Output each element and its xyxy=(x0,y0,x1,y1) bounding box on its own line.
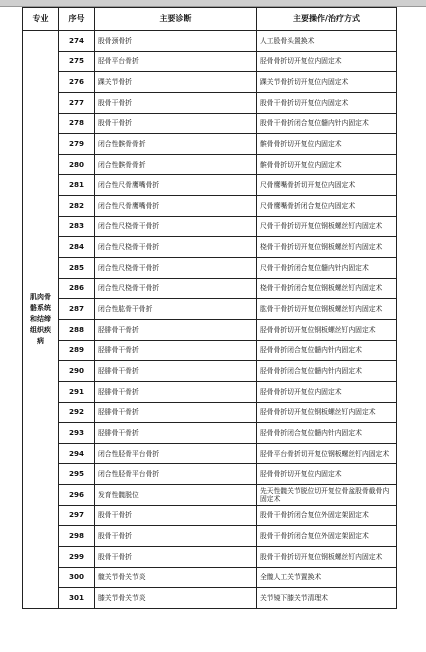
procedure-table xyxy=(22,7,397,609)
operation-cell: 全髋人工关节置换术 xyxy=(257,567,397,588)
table-row xyxy=(23,299,397,320)
diagnosis-cell: 胫腓骨干骨折 xyxy=(95,423,257,444)
table-row xyxy=(23,402,397,423)
row-number: 283 xyxy=(59,216,95,237)
operation-cell: 胫骨骨折切开复位钢板螺丝钉内固定术 xyxy=(257,402,397,423)
diagnosis-cell: 股骨干骨折 xyxy=(95,526,257,547)
operation-cell: 桡骨干骨折闭合复位钢板螺丝钉内固定术 xyxy=(257,278,397,299)
row-number: 274 xyxy=(59,31,95,52)
diagnosis-cell: 踝关节骨折 xyxy=(95,72,257,93)
row-number: 295 xyxy=(59,464,95,485)
diagnosis-cell: 髋关节骨关节炎 xyxy=(95,567,257,588)
diagnosis-cell: 胫腓骨干骨折 xyxy=(95,361,257,382)
operation-cell: 尺骨鹰嘴骨折闭合复位内固定术 xyxy=(257,196,397,217)
operation-cell: 胫骨骨折切开复位内固定术 xyxy=(257,381,397,402)
table-row xyxy=(23,196,397,217)
operation-cell: 关节镜下膝关节清理术 xyxy=(257,588,397,609)
row-number: 279 xyxy=(59,134,95,155)
table-row xyxy=(23,216,397,237)
table-row xyxy=(23,340,397,361)
row-number: 288 xyxy=(59,319,95,340)
table-row xyxy=(23,134,397,155)
operation-cell: 尺骨干骨折闭合复位髓内针内固定术 xyxy=(257,258,397,279)
table-header-row xyxy=(23,8,397,31)
table-body xyxy=(23,31,397,609)
table-row xyxy=(23,319,397,340)
diagnosis-cell: 闭合性尺桡骨干骨折 xyxy=(95,278,257,299)
table-row xyxy=(23,423,397,444)
diagnosis-cell: 胫腓骨干骨折 xyxy=(95,319,257,340)
specialty-cell: 肌肉骨骼系统和结缔组织疾病 xyxy=(23,31,59,609)
row-number: 301 xyxy=(59,588,95,609)
header-diagnosis: 主要诊断 xyxy=(95,8,257,31)
table-row xyxy=(23,567,397,588)
row-number: 300 xyxy=(59,567,95,588)
row-number: 285 xyxy=(59,258,95,279)
table-row xyxy=(23,505,397,526)
operation-cell: 股骨干骨折切开复位钢板螺丝钉内固定术 xyxy=(257,547,397,568)
table-row xyxy=(23,237,397,258)
diagnosis-cell: 闭合性尺桡骨干骨折 xyxy=(95,258,257,279)
operation-cell: 股骨干骨折闭合复位外固定架固定术 xyxy=(257,526,397,547)
operation-cell: 股骨干骨折切开复位内固定术 xyxy=(257,92,397,113)
row-number: 293 xyxy=(59,423,95,444)
operation-cell: 胫骨骨折闭合复位髓内针内固定术 xyxy=(257,361,397,382)
operation-cell: 股骨干骨折闭合复位外固定架固定术 xyxy=(257,505,397,526)
operation-cell: 胫骨骨折闭合复位髓内针内固定术 xyxy=(257,340,397,361)
diagnosis-cell: 闭合性髌骨骨折 xyxy=(95,154,257,175)
row-number: 297 xyxy=(59,505,95,526)
operation-cell: 桡骨干骨折切开复位钢板螺丝钉内固定术 xyxy=(257,237,397,258)
operation-cell: 肱骨干骨折切开复位钢板螺丝钉内固定术 xyxy=(257,299,397,320)
diagnosis-cell: 股骨干骨折 xyxy=(95,505,257,526)
table-row xyxy=(23,526,397,547)
row-number: 282 xyxy=(59,196,95,217)
diagnosis-cell: 闭合性胫骨平台骨折 xyxy=(95,443,257,464)
header-specialty: 专业 xyxy=(23,8,59,31)
table-row xyxy=(23,72,397,93)
diagnosis-cell: 闭合性尺骨鹰嘴骨折 xyxy=(95,175,257,196)
operation-cell: 股骨干骨折闭合复位髓内针内固定术 xyxy=(257,113,397,134)
table-row xyxy=(23,361,397,382)
operation-cell: 胫骨平台骨折切开复位钢板螺丝钉内固定术 xyxy=(257,443,397,464)
operation-cell: 髌骨骨折切开复位内固定术 xyxy=(257,154,397,175)
operation-cell: 胫骨骨折切开复位内固定术 xyxy=(257,464,397,485)
diagnosis-cell: 闭合性髌骨骨折 xyxy=(95,134,257,155)
row-number: 275 xyxy=(59,51,95,72)
diagnosis-cell: 闭合性胫骨平台骨折 xyxy=(95,464,257,485)
row-number: 281 xyxy=(59,175,95,196)
table-row xyxy=(23,258,397,279)
table-row xyxy=(23,485,397,506)
diagnosis-cell: 闭合性尺骨鹰嘴骨折 xyxy=(95,196,257,217)
row-number: 296 xyxy=(59,485,95,506)
row-number: 292 xyxy=(59,402,95,423)
table-row xyxy=(23,92,397,113)
row-number: 284 xyxy=(59,237,95,258)
diagnosis-cell: 发育性髋脱位 xyxy=(95,485,257,506)
table-row xyxy=(23,175,397,196)
operation-cell: 胫骨骨折切开复位内固定术 xyxy=(257,51,397,72)
operation-cell: 先天性髋关节脱位切开复位骨盆股骨截骨内固定术 xyxy=(257,485,397,506)
row-number: 280 xyxy=(59,154,95,175)
diagnosis-cell: 胫腓骨干骨折 xyxy=(95,381,257,402)
header-number: 序号 xyxy=(59,8,95,31)
header-operation: 主要操作/治疗方式 xyxy=(257,8,397,31)
row-number: 298 xyxy=(59,526,95,547)
table-row xyxy=(23,154,397,175)
row-number: 278 xyxy=(59,113,95,134)
diagnosis-cell: 胫腓骨干骨折 xyxy=(95,402,257,423)
diagnosis-cell: 股骨干骨折 xyxy=(95,92,257,113)
diagnosis-cell: 股骨颈骨折 xyxy=(95,31,257,52)
diagnosis-cell: 膝关节骨关节炎 xyxy=(95,588,257,609)
table-row xyxy=(23,381,397,402)
operation-cell: 髌骨骨折切开复位内固定术 xyxy=(257,134,397,155)
operation-cell: 尺骨鹰嘴骨折切开复位内固定术 xyxy=(257,175,397,196)
table-row xyxy=(23,443,397,464)
diagnosis-cell: 胫腓骨干骨折 xyxy=(95,340,257,361)
operation-cell: 胫骨骨折闭合复位髓内针内固定术 xyxy=(257,423,397,444)
diagnosis-cell: 胫骨平台骨折 xyxy=(95,51,257,72)
operation-cell: 尺骨干骨折切开复位钢板螺丝钉内固定术 xyxy=(257,216,397,237)
row-number: 294 xyxy=(59,443,95,464)
row-number: 299 xyxy=(59,547,95,568)
table-row xyxy=(23,547,397,568)
table-row xyxy=(23,588,397,609)
table-row xyxy=(23,51,397,72)
diagnosis-cell: 闭合性尺桡骨干骨折 xyxy=(95,216,257,237)
row-number: 286 xyxy=(59,278,95,299)
table-row xyxy=(23,31,397,52)
row-number: 290 xyxy=(59,361,95,382)
operation-cell: 踝关节骨折切开复位内固定术 xyxy=(257,72,397,93)
diagnosis-cell: 股骨干骨折 xyxy=(95,113,257,134)
row-number: 291 xyxy=(59,381,95,402)
diagnosis-cell: 闭合性肱骨干骨折 xyxy=(95,299,257,320)
operation-cell: 人工股骨头置换术 xyxy=(257,31,397,52)
row-number: 277 xyxy=(59,92,95,113)
diagnosis-cell: 股骨干骨折 xyxy=(95,547,257,568)
row-number: 287 xyxy=(59,299,95,320)
operation-cell: 胫骨骨折切开复位钢板螺丝钉内固定术 xyxy=(257,319,397,340)
row-number: 276 xyxy=(59,72,95,93)
table-row xyxy=(23,113,397,134)
table-row xyxy=(23,278,397,299)
diagnosis-cell: 闭合性尺桡骨干骨折 xyxy=(95,237,257,258)
table-row xyxy=(23,464,397,485)
row-number: 289 xyxy=(59,340,95,361)
